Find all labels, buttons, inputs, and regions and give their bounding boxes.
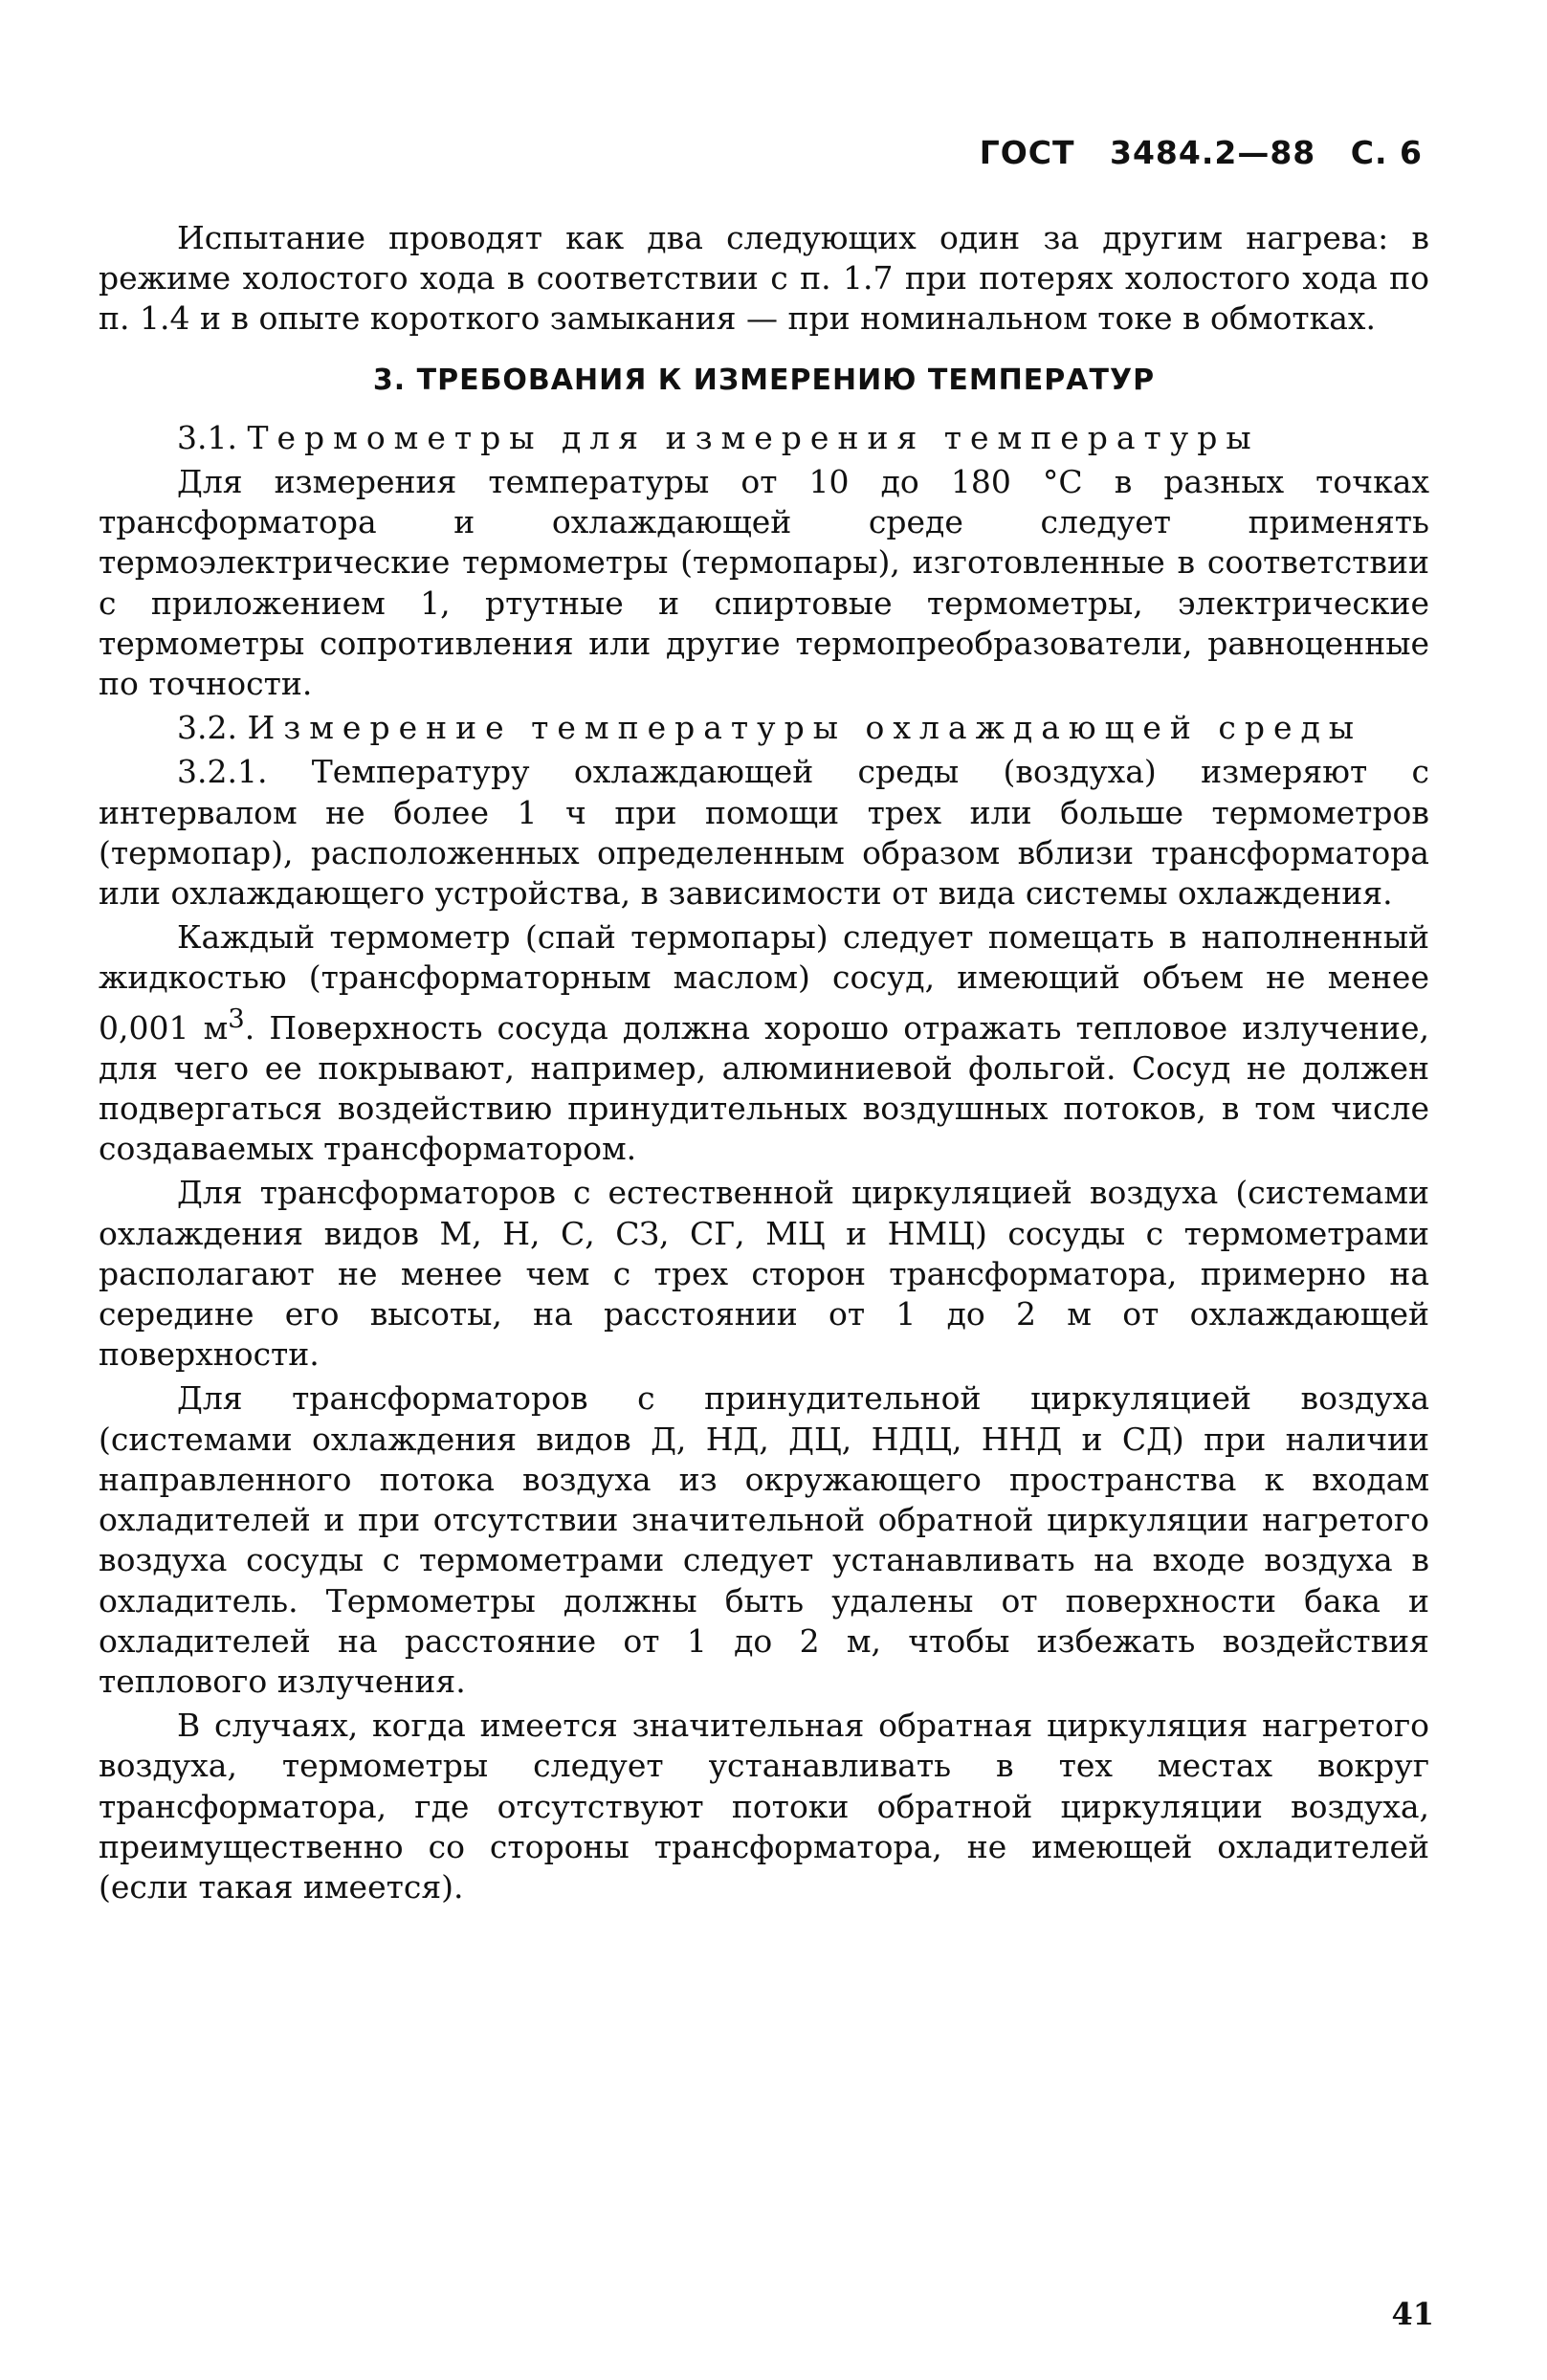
paragraph-thermometer-vessel-part2: . Поверхность сосуда должна хорошо отражать тепловое излучение, для чего ее покрывают, например, алюминиевой фольгой. Сосуд не должен подвергаться воздействию принудительных воздушных потоков, в том числе создаваемых трансформатором. bbox=[99, 1008, 1429, 1168]
subsection-3-2-heading bbox=[99, 708, 1429, 748]
header-number: 3484.2—88 bbox=[1110, 134, 1316, 171]
paragraph-intro: Испытание проводят как два следующих один за другим нагрева: в режиме холостого хода в соответствии с п. 1.7 при потерях холостого хода по п. 1.4 и в опыте короткого замыкания — при номинальном токе в обмотках. bbox=[99, 219, 1429, 338]
paragraph-thermometer-vessel bbox=[99, 917, 1429, 1169]
page-header bbox=[980, 134, 1423, 171]
paragraph-3-2-1: 3.2.1. Температуру охлаждающей среды (воздуха) измеряют с интервалом не более 1 ч при помощи трех или больше термометров (термопар), расположенных определенным образом вблизи трансформатора или охлаждающего устройства, в зависимости от вида системы охлаждения. bbox=[99, 753, 1429, 913]
header-standard: ГОСТ bbox=[979, 134, 1075, 171]
paragraph-forced-circulation: Для трансформаторов с принудительной циркуляцией воздуха (системами охлаждения видов Д, НД, ДЦ, НДЦ, ННД и СД) при наличии направленного потока воздуха из окружающего пространства к входам охладителей и при отсутствии значительной обратной циркуляции нагретого воздуха сосуды с термометрами следует устанавливать на входе воздуха в охладитель. Термометры должны быть удалены от поверхности бака и охладителей на расстояние от 1 до 2 м, чтобы избежать воздействия теплового излучения. bbox=[99, 1379, 1429, 1700]
section-title: 3. ТРЕБОВАНИЯ К ИЗМЕРЕНИЮ ТЕМПЕРАТУР bbox=[372, 363, 1156, 397]
header-page: С. 6 bbox=[1350, 134, 1423, 171]
paragraph-reverse-circulation: В случаях, когда имеется значительная обратная циркуляция нагретого воздуха, термометры следует устанавливать в тех местах вокруг трансформатора, где отсутствуют потоки обратной циркуляции воздуха, преимущественно со стороны трансформатора, не имеющей охладителей (если такая имеется). bbox=[99, 1707, 1429, 1906]
paragraph-3-1-text: Для измерения температуры от 10 до 180 °С в разных точках трансформатора и охлаждающей среде следует применять термоэлектрические термометры (термопары), изготовленные в соответствии с приложением 1, ртутные и спиртовые термометры, электрические термометры сопротивления или другие термопреобразователи, равноценные по точности. bbox=[99, 463, 1429, 703]
subsection-3-1-title: Термометры для измерения температуры bbox=[247, 418, 1260, 456]
document-body bbox=[99, 218, 1429, 1907]
paragraph-thermometer-vessel-part1: Каждый термометр (спай термопары) следует помещать в наполненный жидкостью (трансформаторным маслом) сосуд, имеющий объем не менее 0,001 м bbox=[99, 918, 1429, 1047]
subsection-3-1-heading bbox=[99, 418, 1429, 458]
subsection-3-1-number: 3.1. bbox=[177, 418, 237, 456]
page-number: 41 bbox=[1391, 2296, 1434, 2332]
subsection-3-2-number: 3.2. bbox=[177, 709, 237, 747]
superscript-cubic: 3 bbox=[228, 1003, 245, 1034]
subsection-3-2-title: Измерение температуры охлаждающей среды bbox=[247, 709, 1363, 747]
paragraph-natural-circulation: Для трансформаторов с естественной циркуляцией воздуха (системами охлаждения видов М, Н, С, СЗ, СГ, МЦ и НМЦ) сосуды с термометрами располагают не менее чем с трех сторон трансформатора, примерно на середине его высоты, на расстоянии от 1 до 2 м от охлаждающей поверхности. bbox=[99, 1174, 1429, 1374]
